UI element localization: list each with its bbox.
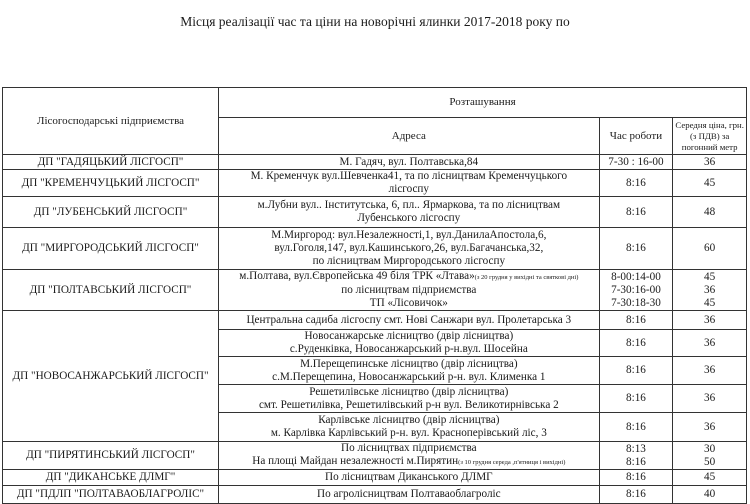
org-cell: ДП "ПИРЯТИНСЬКИЙ ЛІСГОСП" xyxy=(3,442,219,470)
address-line xyxy=(221,242,597,255)
address-line xyxy=(221,442,597,455)
address-cell xyxy=(219,228,600,270)
price-value: 50 xyxy=(704,455,716,468)
address-line xyxy=(221,170,597,183)
time-cell xyxy=(599,330,673,357)
table-row xyxy=(3,155,747,170)
address-text: М.Перещепинське лісництво (двір лісництва) xyxy=(300,357,518,370)
address-text: М. Гадяч, вул. Полтавська,84 xyxy=(339,155,479,168)
address-text: вул.Гоголя,147, вул.Кашинського,26, вул.Багачанська,32, xyxy=(274,242,544,254)
address-text: лісгоспу xyxy=(388,183,430,195)
address-text: М. Кременчук вул.Шевченка41, та по лісництвам Кременчуцького xyxy=(250,170,568,182)
price-value: 45 xyxy=(704,296,716,309)
price-value: 30 xyxy=(704,442,716,455)
header-row-top xyxy=(3,88,747,118)
price-value: 45 xyxy=(704,471,716,483)
price-cell xyxy=(673,270,747,311)
price-value: 36 xyxy=(704,392,716,404)
address-text: По лісництвам Диканського ДЛМГ xyxy=(324,471,493,483)
table-row xyxy=(3,311,747,330)
header-org: Лісогосподарські підприємства xyxy=(3,88,219,155)
header-address: Адреса xyxy=(219,118,600,155)
table-row xyxy=(3,486,747,504)
time-value: 8:16 xyxy=(626,455,646,468)
address-line xyxy=(221,330,597,343)
price-value: 48 xyxy=(704,205,716,218)
table-row xyxy=(3,170,747,197)
address-text: м.Полтава, вул.Європейська 49 біля ТРК «Лтава» xyxy=(239,270,475,282)
address-line xyxy=(221,371,597,384)
address-line xyxy=(221,386,597,399)
address-cell xyxy=(219,385,600,413)
time-cell xyxy=(599,486,673,504)
time-value: 8:16 xyxy=(626,488,646,500)
address-text: Карлівське лісництво (двір лісництва) xyxy=(318,414,500,426)
address-cell xyxy=(219,330,600,357)
address-line xyxy=(221,199,597,212)
price-value: 36 xyxy=(704,313,716,326)
time-cell xyxy=(599,413,673,442)
org-cell: ДП "ЛУБЕНСЬКИЙ ЛІСГОСП" xyxy=(3,197,219,228)
time-value: 8:16 xyxy=(626,336,646,349)
address-text: Новосанжарське лісництво (двір лісництва) xyxy=(304,330,514,342)
address-line xyxy=(221,284,597,297)
address-line xyxy=(221,156,597,169)
address-text: с.М.Перещепина, Новосанжарський р-н. вул. Клименка 1 xyxy=(272,370,546,383)
time-cell xyxy=(599,385,673,413)
document-title: Місця реалізації час та ціни на новорічні ялинки 2017-2018 року по xyxy=(180,14,570,29)
price-cell xyxy=(673,486,747,504)
address-cell xyxy=(219,470,600,486)
address-text: по лісництвам Миргородського лісгоспу xyxy=(312,255,506,267)
org-cell: ДП "КРЕМЕНЧУЦЬКИЙ ЛІСГОСП" xyxy=(3,170,219,197)
price-value: 36 xyxy=(704,336,716,349)
time-cell xyxy=(599,311,673,330)
address-text: м. Карлівка Карлівський р-н. вул. Красноперівський ліс, 3 xyxy=(270,427,547,439)
header-location: Розташування xyxy=(219,88,747,118)
price-cell xyxy=(673,311,747,330)
address-text: На площі Майдан незалежності м.Пирятин xyxy=(252,455,459,467)
address-cell xyxy=(219,413,600,442)
time-cell xyxy=(599,470,673,486)
time-cell xyxy=(599,270,673,311)
address-cell xyxy=(219,357,600,385)
table-row xyxy=(3,442,747,470)
address-text: По агролісництвам Полтаваоблагроліс xyxy=(317,488,501,500)
address-line xyxy=(221,270,597,284)
address-text: М.Миргород: вул.Незалежності,1, вул.ДанилаАпостола,6, xyxy=(271,229,547,241)
time-value: 8:16 xyxy=(626,313,646,326)
christmas-trees-table xyxy=(2,87,747,504)
header-time: Час роботи xyxy=(599,118,673,155)
org-cell: ДП "ПОЛТАВСЬКИЙ ЛІСГОСП" xyxy=(3,270,219,311)
time-value: 8:16 xyxy=(626,364,646,376)
address-text: м.Лубни вул.. Інститутська, 6, пл.. Ярмаркова, та по лісництвам xyxy=(257,199,561,211)
address-line xyxy=(221,358,597,371)
price-value: 36 xyxy=(704,283,716,296)
price-value: 40 xyxy=(704,488,716,500)
address-note: (з 10 грудня середа ,п'ятниця і вихідні) xyxy=(458,459,566,466)
time-value: 8:16 xyxy=(626,242,646,254)
address-line xyxy=(221,399,597,412)
time-cell xyxy=(599,442,673,470)
price-cell xyxy=(673,470,747,486)
org-cell: ДП "ГАДЯЦЬКИЙ ЛІСГОСП" xyxy=(3,155,219,170)
price-value: 45 xyxy=(704,270,716,283)
time-value: 7-30:18-30 xyxy=(611,296,661,309)
address-line xyxy=(221,212,597,225)
address-text: ТП «Лісовичок» xyxy=(369,297,448,309)
address-line xyxy=(221,183,597,196)
price-cell xyxy=(673,155,747,170)
price-cell xyxy=(673,228,747,270)
price-cell xyxy=(673,357,747,385)
org-cell: ДП "ПДЛП "ПОЛТАВАОБЛАГРОЛІС" xyxy=(3,486,219,504)
address-text: Лубенського лісгоспу xyxy=(357,212,461,224)
time-value: 8:16 xyxy=(626,471,646,483)
price-cell xyxy=(673,413,747,442)
time-value: 8:16 xyxy=(626,420,646,433)
address-cell xyxy=(219,197,600,228)
address-text: с.Руденківка, Новосанжарський р-н.вул. Шосейна xyxy=(289,343,528,355)
address-text: Центральна садиба лісгоспу смт. Нові Санжари вул. Пролетарська 3 xyxy=(246,313,572,326)
header-price: Середня ціна, грн. (з ПДВ) за погонний метр xyxy=(673,118,747,155)
address-line xyxy=(221,427,597,440)
address-line xyxy=(221,297,597,310)
table-row xyxy=(3,197,747,228)
price-cell xyxy=(673,170,747,197)
address-text: Решетилівське лісництво (двір лісництва) xyxy=(309,385,509,398)
time-value: 7-30:16-00 xyxy=(611,283,661,296)
time-cell xyxy=(599,357,673,385)
time-value: 7-30 : 16-00 xyxy=(608,155,664,168)
address-cell xyxy=(219,311,600,330)
address-line xyxy=(221,314,597,327)
org-cell: ДП "МИРГОРОДСЬКИЙ ЛІСГОСП" xyxy=(3,228,219,270)
time-value: 8:16 xyxy=(626,392,646,404)
time-value: 8:13 xyxy=(626,442,646,455)
address-cell xyxy=(219,486,600,504)
price-value: 36 xyxy=(704,155,716,168)
price-cell xyxy=(673,197,747,228)
time-cell xyxy=(599,155,673,170)
address-cell xyxy=(219,170,600,197)
address-line xyxy=(221,255,597,268)
price-cell xyxy=(673,442,747,470)
address-text: по лісництвам підприємства xyxy=(341,284,477,296)
time-cell xyxy=(599,170,673,197)
table-row xyxy=(3,270,747,311)
price-cell xyxy=(673,385,747,413)
table-row xyxy=(3,470,747,486)
table-row xyxy=(3,228,747,270)
address-cell xyxy=(219,270,600,311)
address-line xyxy=(221,488,597,501)
time-cell xyxy=(599,197,673,228)
price-value: 45 xyxy=(704,176,716,189)
address-line xyxy=(221,455,597,469)
time-value: 8-00:14-00 xyxy=(611,270,661,283)
address-text: По лісництвах підприємства xyxy=(340,442,477,454)
address-line xyxy=(221,229,597,242)
price-value: 60 xyxy=(704,242,716,254)
time-value: 8:16 xyxy=(626,205,646,218)
org-cell: ДП "НОВОСАНЖАРСЬКИЙ ЛІСГОСП" xyxy=(3,311,219,442)
price-cell xyxy=(673,330,747,357)
price-value: 36 xyxy=(704,420,716,433)
address-line xyxy=(221,343,597,356)
price-value: 36 xyxy=(704,364,716,376)
address-note: (з 20 грудня у вихідні та святкові дні) xyxy=(474,274,579,281)
address-cell xyxy=(219,442,600,470)
address-text: смт. Решетилівка, Решетилівський р-н вул. Великотирнівська 2 xyxy=(258,398,559,411)
address-cell xyxy=(219,155,600,170)
address-line xyxy=(221,414,597,427)
time-cell xyxy=(599,228,673,270)
org-cell: ДП "ДИКАНСЬКЕ ДЛМГ" xyxy=(3,470,219,486)
address-line xyxy=(221,471,597,484)
time-value: 8:16 xyxy=(626,176,646,189)
